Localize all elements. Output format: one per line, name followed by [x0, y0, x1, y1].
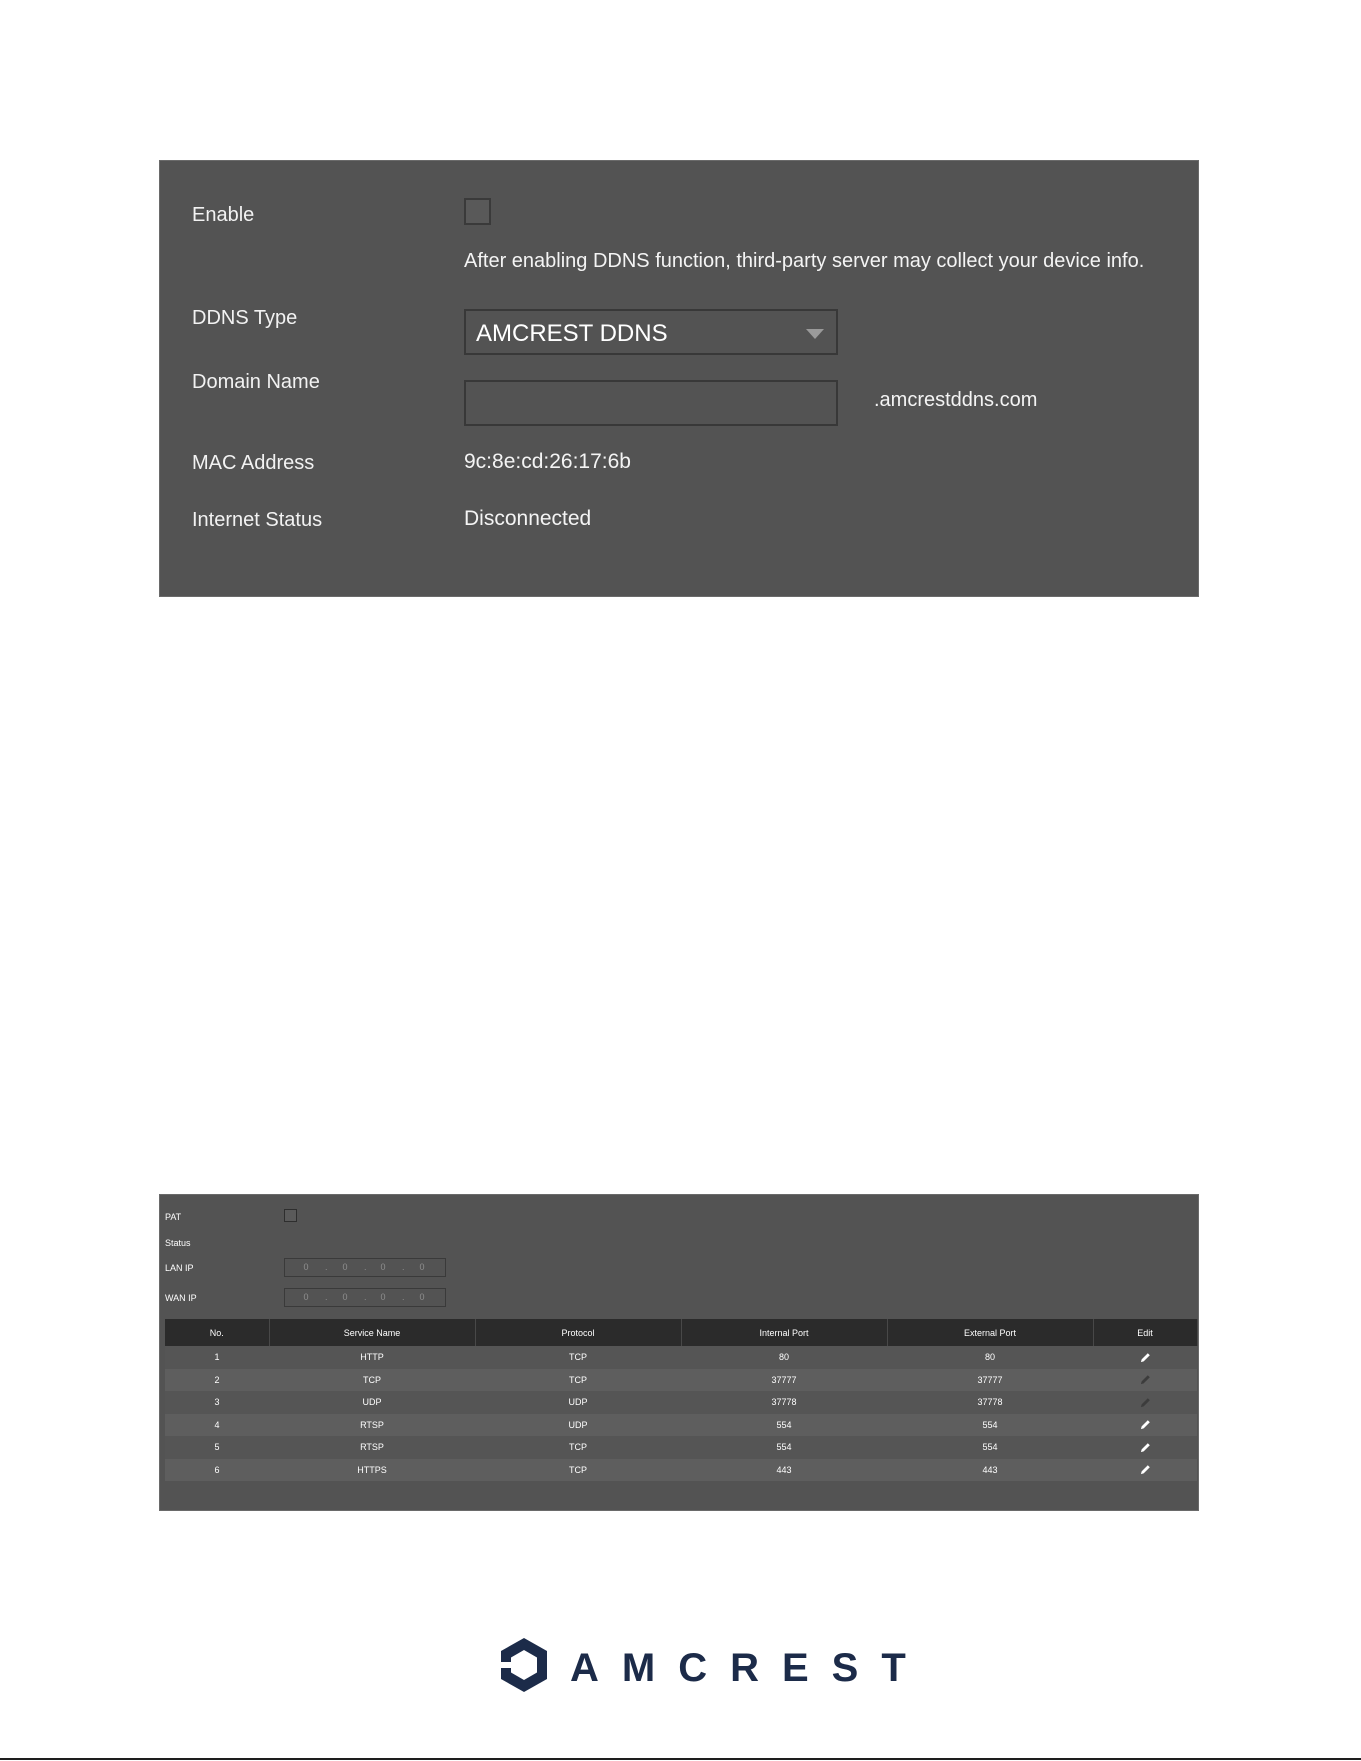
- table-header-row: [165, 1319, 1197, 1346]
- pencil-icon[interactable]: [1140, 1352, 1151, 1362]
- enable-label: Enable: [192, 204, 255, 226]
- lan-ip-octet: 0: [342, 1262, 348, 1272]
- ip-dot: .: [325, 1292, 328, 1302]
- wan-ip-octet: 0: [303, 1292, 309, 1302]
- pat-label: PAT: [165, 1212, 182, 1222]
- internal-port-cell: 554: [681, 1436, 887, 1459]
- internal-port-cell: 443: [681, 1459, 887, 1482]
- row-number: 3: [165, 1391, 269, 1414]
- edit-cell: [1093, 1459, 1197, 1482]
- table-row: [165, 1391, 1197, 1414]
- external-port-cell: 80: [887, 1346, 1093, 1369]
- pencil-icon[interactable]: [1140, 1374, 1151, 1384]
- pat-table: [165, 1319, 1197, 1481]
- privacy-notice: After enabling DDNS function, third-party server may collect your device info.: [464, 250, 1145, 272]
- table-row: [165, 1436, 1197, 1459]
- column-header: Edit: [1093, 1319, 1197, 1346]
- chevron-down-icon: [806, 329, 824, 339]
- edit-cell: [1093, 1369, 1197, 1392]
- internet-status-value: Disconnected: [464, 507, 592, 530]
- external-port-cell: 37778: [887, 1391, 1093, 1414]
- logo-text: AMCREST: [570, 1646, 929, 1690]
- wan-ip-octet: 0: [419, 1292, 425, 1302]
- protocol-cell: TCP: [475, 1369, 681, 1392]
- amcrest-hexagon-logo-icon: [498, 1636, 550, 1694]
- pencil-icon[interactable]: [1140, 1442, 1151, 1452]
- edit-cell: [1093, 1414, 1197, 1437]
- service-name-cell: RTSP: [269, 1436, 475, 1459]
- wan-ip-octet: 0: [380, 1292, 386, 1302]
- enable-checkbox[interactable]: [464, 198, 491, 225]
- lan-ip-octet: 0: [380, 1262, 386, 1272]
- ddns-type-value: AMCREST DDNS: [476, 320, 668, 347]
- internet-status-label: Internet Status: [192, 509, 323, 531]
- lan-ip-octet: 0: [303, 1262, 309, 1272]
- edit-cell: [1093, 1436, 1197, 1459]
- ip-dot: .: [402, 1262, 405, 1272]
- internal-port-cell: 37777: [681, 1369, 887, 1392]
- table-row: [165, 1369, 1197, 1392]
- lan-ip-input[interactable]: [284, 1258, 446, 1277]
- ip-dot: .: [325, 1262, 328, 1272]
- protocol-cell: TCP: [475, 1346, 681, 1369]
- protocol-cell: UDP: [475, 1391, 681, 1414]
- row-number: 2: [165, 1369, 269, 1392]
- wan-ip-label: WAN IP: [165, 1293, 197, 1303]
- wan-ip-octet: 0: [342, 1292, 348, 1302]
- table-row: [165, 1414, 1197, 1437]
- column-header: External Port: [887, 1319, 1093, 1346]
- mac-address-label: MAC Address: [192, 452, 315, 474]
- row-number: 5: [165, 1436, 269, 1459]
- row-number: 4: [165, 1414, 269, 1437]
- column-header: Service Name: [269, 1319, 475, 1346]
- lan-ip-octet: 0: [419, 1262, 425, 1272]
- pat-settings-panel: [159, 1194, 1199, 1511]
- ddns-settings-panel: [159, 160, 1199, 597]
- domain-suffix: .amcrestddns.com: [874, 389, 1038, 411]
- column-header: Internal Port: [681, 1319, 887, 1346]
- wan-ip-input[interactable]: [284, 1288, 446, 1307]
- status-label: Status: [165, 1238, 191, 1248]
- lan-ip-label: LAN IP: [165, 1263, 194, 1273]
- domain-name-input[interactable]: [464, 380, 838, 426]
- table-row: [165, 1459, 1197, 1482]
- service-name-cell: HTTPS: [269, 1459, 475, 1482]
- external-port-cell: 443: [887, 1459, 1093, 1482]
- pencil-icon[interactable]: [1140, 1397, 1151, 1407]
- column-header: No.: [165, 1319, 269, 1346]
- edit-cell: [1093, 1391, 1197, 1414]
- protocol-cell: UDP: [475, 1414, 681, 1437]
- ip-dot: .: [364, 1262, 367, 1272]
- column-header: Protocol: [475, 1319, 681, 1346]
- external-port-cell: 554: [887, 1436, 1093, 1459]
- service-name-cell: TCP: [269, 1369, 475, 1392]
- ddns-type-label: DDNS Type: [192, 307, 298, 329]
- domain-name-label: Domain Name: [192, 371, 320, 393]
- ip-dot: .: [364, 1292, 367, 1302]
- row-number: 6: [165, 1459, 269, 1482]
- external-port-cell: 37777: [887, 1369, 1093, 1392]
- pencil-icon[interactable]: [1140, 1419, 1151, 1429]
- ip-dot: .: [402, 1292, 405, 1302]
- footer-divider: [0, 1758, 1361, 1760]
- protocol-cell: TCP: [475, 1459, 681, 1482]
- internal-port-cell: 554: [681, 1414, 887, 1437]
- table-row: [165, 1346, 1197, 1369]
- protocol-cell: TCP: [475, 1436, 681, 1459]
- internal-port-cell: 80: [681, 1346, 887, 1369]
- internal-port-cell: 37778: [681, 1391, 887, 1414]
- amcrest-logo: [498, 1636, 929, 1694]
- service-name-cell: HTTP: [269, 1346, 475, 1369]
- service-name-cell: UDP: [269, 1391, 475, 1414]
- edit-cell: [1093, 1346, 1197, 1369]
- pat-checkbox[interactable]: [284, 1209, 297, 1222]
- external-port-cell: 554: [887, 1414, 1093, 1437]
- mac-address-value: 9c:8e:cd:26:17:6b: [464, 450, 631, 473]
- pencil-icon[interactable]: [1140, 1464, 1151, 1474]
- row-number: 1: [165, 1346, 269, 1369]
- service-name-cell: RTSP: [269, 1414, 475, 1437]
- ddns-type-select[interactable]: [464, 309, 838, 355]
